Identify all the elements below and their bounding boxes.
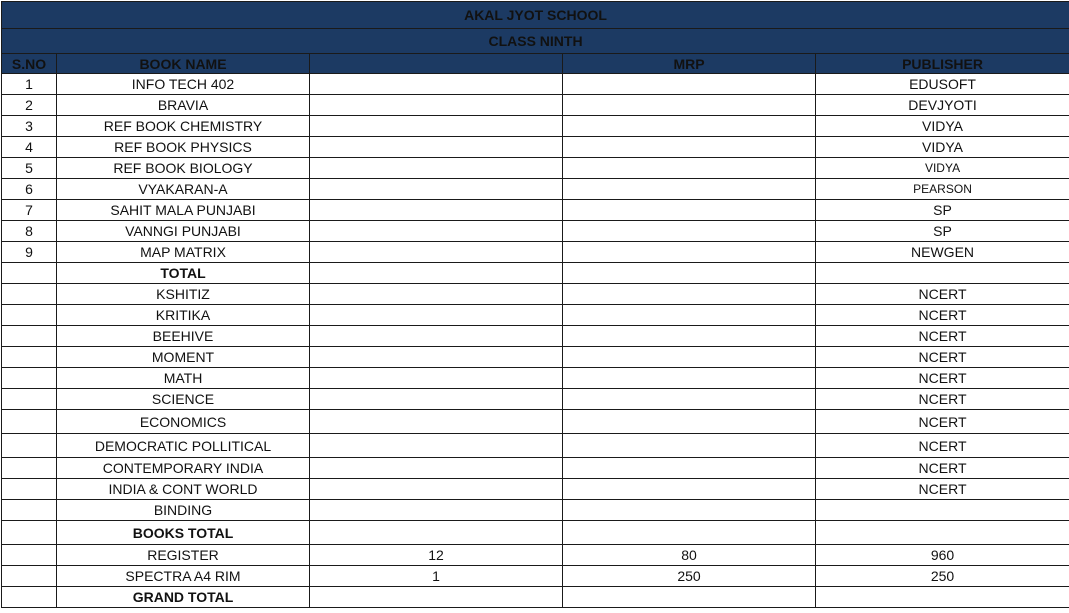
cell-book-name[interactable]: BRAVIA — [57, 95, 310, 116]
cell-mrp[interactable] — [563, 242, 816, 263]
cell-mrp[interactable] — [563, 284, 816, 305]
table-row — [2, 368, 1069, 389]
cell-mrp[interactable] — [563, 137, 816, 158]
table-row — [2, 116, 1069, 137]
table-row — [2, 500, 1069, 521]
header-sno[interactable]: S.NO — [2, 54, 57, 74]
cell-publisher[interactable] — [816, 263, 1069, 284]
cell-qty[interactable] — [310, 458, 563, 479]
header-row — [2, 54, 1069, 74]
cell-book-name[interactable]: MOMENT — [57, 347, 310, 368]
cell-book-name[interactable]: REF BOOK BIOLOGY — [57, 158, 310, 179]
cell-qty[interactable] — [310, 221, 563, 242]
cell-qty[interactable] — [310, 242, 563, 263]
cell-publisher[interactable]: SP — [816, 200, 1069, 221]
cell-book-name[interactable]: BEEHIVE — [57, 326, 310, 347]
cell-mrp[interactable] — [563, 500, 816, 521]
cell-book-name[interactable]: REF BOOK CHEMISTRY — [57, 116, 310, 137]
cell-qty[interactable]: 12 — [310, 545, 563, 566]
cell-qty[interactable] — [310, 200, 563, 221]
cell-publisher[interactable]: NEWGEN — [816, 242, 1069, 263]
table-row — [2, 305, 1069, 326]
cell-publisher[interactable]: 250 — [816, 566, 1069, 587]
cell-mrp[interactable] — [563, 458, 816, 479]
cell-publisher[interactable]: NCERT — [816, 326, 1069, 347]
cell-sno[interactable]: 8 — [2, 221, 57, 242]
cell-mrp[interactable] — [563, 74, 816, 95]
cell-book-name[interactable]: DEMOCRATIC POLLITICAL — [57, 434, 310, 458]
cell-publisher[interactable]: NCERT — [816, 389, 1069, 410]
cell-publisher[interactable] — [816, 521, 1069, 545]
cell-sno[interactable]: 3 — [2, 116, 57, 137]
cell-book-name[interactable]: REF BOOK PHYSICS — [57, 137, 310, 158]
cell-qty[interactable] — [310, 347, 563, 368]
table-row — [2, 221, 1069, 242]
cell-mrp[interactable] — [563, 521, 816, 545]
cell-qty[interactable] — [310, 74, 563, 95]
cell-qty[interactable] — [310, 479, 563, 500]
cell-publisher[interactable]: NCERT — [816, 305, 1069, 326]
cell-qty[interactable] — [310, 434, 563, 458]
cell-publisher[interactable]: EDUSOFT — [816, 74, 1069, 95]
cell-book-name[interactable]: INFO TECH 402 — [57, 74, 310, 95]
cell-mrp[interactable] — [563, 410, 816, 434]
cell-book-name[interactable]: BINDING — [57, 500, 310, 521]
cell-mrp[interactable] — [563, 263, 816, 284]
cell-sno[interactable] — [2, 566, 57, 587]
cell-qty[interactable]: 1 — [310, 566, 563, 587]
cell-publisher[interactable]: NCERT — [816, 347, 1069, 368]
cell-qty[interactable] — [310, 95, 563, 116]
book-list-sheet — [1, 1, 1069, 608]
cell-qty[interactable] — [310, 263, 563, 284]
cell-qty[interactable] — [310, 116, 563, 137]
cell-book-name[interactable]: REGISTER — [57, 545, 310, 566]
table-row — [2, 74, 1069, 95]
cell-book-name[interactable]: CONTEMPORARY INDIA — [57, 458, 310, 479]
school-title[interactable]: AKAL JYOT SCHOOL — [2, 2, 1069, 29]
cell-publisher[interactable]: NCERT — [816, 410, 1069, 434]
cell-mrp[interactable]: 80 — [563, 545, 816, 566]
cell-book-name[interactable]: SAHIT MALA PUNJABI — [57, 200, 310, 221]
cell-mrp[interactable] — [563, 479, 816, 500]
table-row-grand-total — [2, 587, 1069, 608]
cell-sno[interactable] — [2, 347, 57, 368]
cell-publisher[interactable]: VIDYA — [816, 116, 1069, 137]
cell-sno[interactable] — [2, 263, 57, 284]
cell-book-name[interactable]: VANNGI PUNJABI — [57, 221, 310, 242]
table-row — [2, 179, 1069, 200]
cell-publisher[interactable]: SP — [816, 221, 1069, 242]
table-row — [2, 545, 1069, 566]
cell-publisher[interactable]: PEARSON — [816, 179, 1069, 200]
table-row — [2, 410, 1069, 434]
cell-mrp[interactable] — [563, 221, 816, 242]
cell-mrp[interactable] — [563, 116, 816, 137]
table-row — [2, 434, 1069, 458]
cell-sno[interactable] — [2, 389, 57, 410]
cell-sno[interactable] — [2, 284, 57, 305]
cell-qty[interactable] — [310, 305, 563, 326]
cell-mrp[interactable] — [563, 587, 816, 608]
class-title[interactable]: CLASS NINTH — [2, 29, 1069, 54]
cell-qty[interactable] — [310, 410, 563, 434]
cell-sno[interactable] — [2, 326, 57, 347]
cell-qty[interactable] — [310, 179, 563, 200]
cell-book-name[interactable]: INDIA & CONT WORLD — [57, 479, 310, 500]
cell-publisher[interactable] — [816, 587, 1069, 608]
cell-qty[interactable] — [310, 500, 563, 521]
title-row — [2, 2, 1069, 29]
cell-qty[interactable] — [310, 284, 563, 305]
cell-publisher[interactable]: 960 — [816, 545, 1069, 566]
cell-sno[interactable]: 5 — [2, 158, 57, 179]
cell-publisher[interactable]: NCERT — [816, 434, 1069, 458]
table-row — [2, 347, 1069, 368]
table-row — [2, 95, 1069, 116]
cell-sno[interactable] — [2, 368, 57, 389]
cell-book-name[interactable]: SCIENCE — [57, 389, 310, 410]
header-book-name[interactable]: BOOK NAME — [57, 54, 310, 74]
cell-book-name[interactable]: VYAKARAN-A — [57, 179, 310, 200]
cell-qty[interactable] — [310, 368, 563, 389]
cell-sno[interactable] — [2, 500, 57, 521]
cell-mrp[interactable] — [563, 200, 816, 221]
cell-sno[interactable]: 2 — [2, 95, 57, 116]
cell-mrp[interactable] — [563, 368, 816, 389]
table-row — [2, 389, 1069, 410]
cell-book-name[interactable]: KRITIKA — [57, 305, 310, 326]
cell-book-name[interactable]: MAP MATRIX — [57, 242, 310, 263]
cell-qty[interactable] — [310, 521, 563, 545]
cell-sno[interactable]: 4 — [2, 137, 57, 158]
cell-publisher[interactable] — [816, 500, 1069, 521]
cell-book-name[interactable]: ECONOMICS — [57, 410, 310, 434]
cell-book-name[interactable]: TOTAL — [57, 263, 310, 284]
cell-mrp[interactable] — [563, 434, 816, 458]
cell-mrp[interactable] — [563, 347, 816, 368]
cell-sno[interactable]: 7 — [2, 200, 57, 221]
cell-mrp[interactable] — [563, 95, 816, 116]
table-row — [2, 479, 1069, 500]
table-row-books-total — [2, 521, 1069, 545]
cell-publisher[interactable]: NCERT — [816, 284, 1069, 305]
cell-publisher[interactable]: VIDYA — [816, 158, 1069, 179]
cell-qty[interactable] — [310, 587, 563, 608]
table-row — [2, 326, 1069, 347]
cell-mrp[interactable] — [563, 305, 816, 326]
cell-book-name[interactable]: KSHITIZ — [57, 284, 310, 305]
cell-book-name[interactable]: SPECTRA A4 RIM — [57, 566, 310, 587]
cell-qty[interactable] — [310, 137, 563, 158]
header-publisher[interactable]: PUBLISHER — [816, 54, 1069, 74]
header-mrp[interactable]: MRP — [563, 54, 816, 74]
cell-book-name[interactable]: MATH — [57, 368, 310, 389]
cell-publisher[interactable]: NCERT — [816, 368, 1069, 389]
cell-qty[interactable] — [310, 326, 563, 347]
cell-sno[interactable] — [2, 434, 57, 458]
table-row — [2, 284, 1069, 305]
cell-qty[interactable] — [310, 158, 563, 179]
table-row-total — [2, 263, 1069, 284]
table-row — [2, 242, 1069, 263]
cell-mrp[interactable]: 250 — [563, 566, 816, 587]
cell-publisher[interactable]: DEVJYOTI — [816, 95, 1069, 116]
cell-sno[interactable] — [2, 305, 57, 326]
header-blank[interactable] — [310, 54, 563, 74]
cell-mrp[interactable] — [563, 158, 816, 179]
cell-mrp[interactable] — [563, 389, 816, 410]
cell-sno[interactable] — [2, 458, 57, 479]
cell-sno[interactable]: 1 — [2, 74, 57, 95]
cell-sno[interactable] — [2, 410, 57, 434]
cell-mrp[interactable] — [563, 179, 816, 200]
cell-sno[interactable]: 9 — [2, 242, 57, 263]
cell-sno[interactable] — [2, 545, 57, 566]
cell-sno[interactable]: 6 — [2, 179, 57, 200]
table-row — [2, 200, 1069, 221]
cell-publisher[interactable]: NCERT — [816, 458, 1069, 479]
cell-sno[interactable] — [2, 479, 57, 500]
table-row — [2, 137, 1069, 158]
cell-qty[interactable] — [310, 389, 563, 410]
cell-publisher[interactable]: VIDYA — [816, 137, 1069, 158]
table-row — [2, 158, 1069, 179]
cell-sno[interactable] — [2, 521, 57, 545]
cell-mrp[interactable] — [563, 326, 816, 347]
table-row — [2, 458, 1069, 479]
cell-publisher[interactable]: NCERT — [816, 479, 1069, 500]
cell-book-name[interactable]: GRAND TOTAL — [57, 587, 310, 608]
subtitle-row — [2, 29, 1069, 54]
cell-book-name[interactable]: BOOKS TOTAL — [57, 521, 310, 545]
table-row — [2, 566, 1069, 587]
cell-sno[interactable] — [2, 587, 57, 608]
